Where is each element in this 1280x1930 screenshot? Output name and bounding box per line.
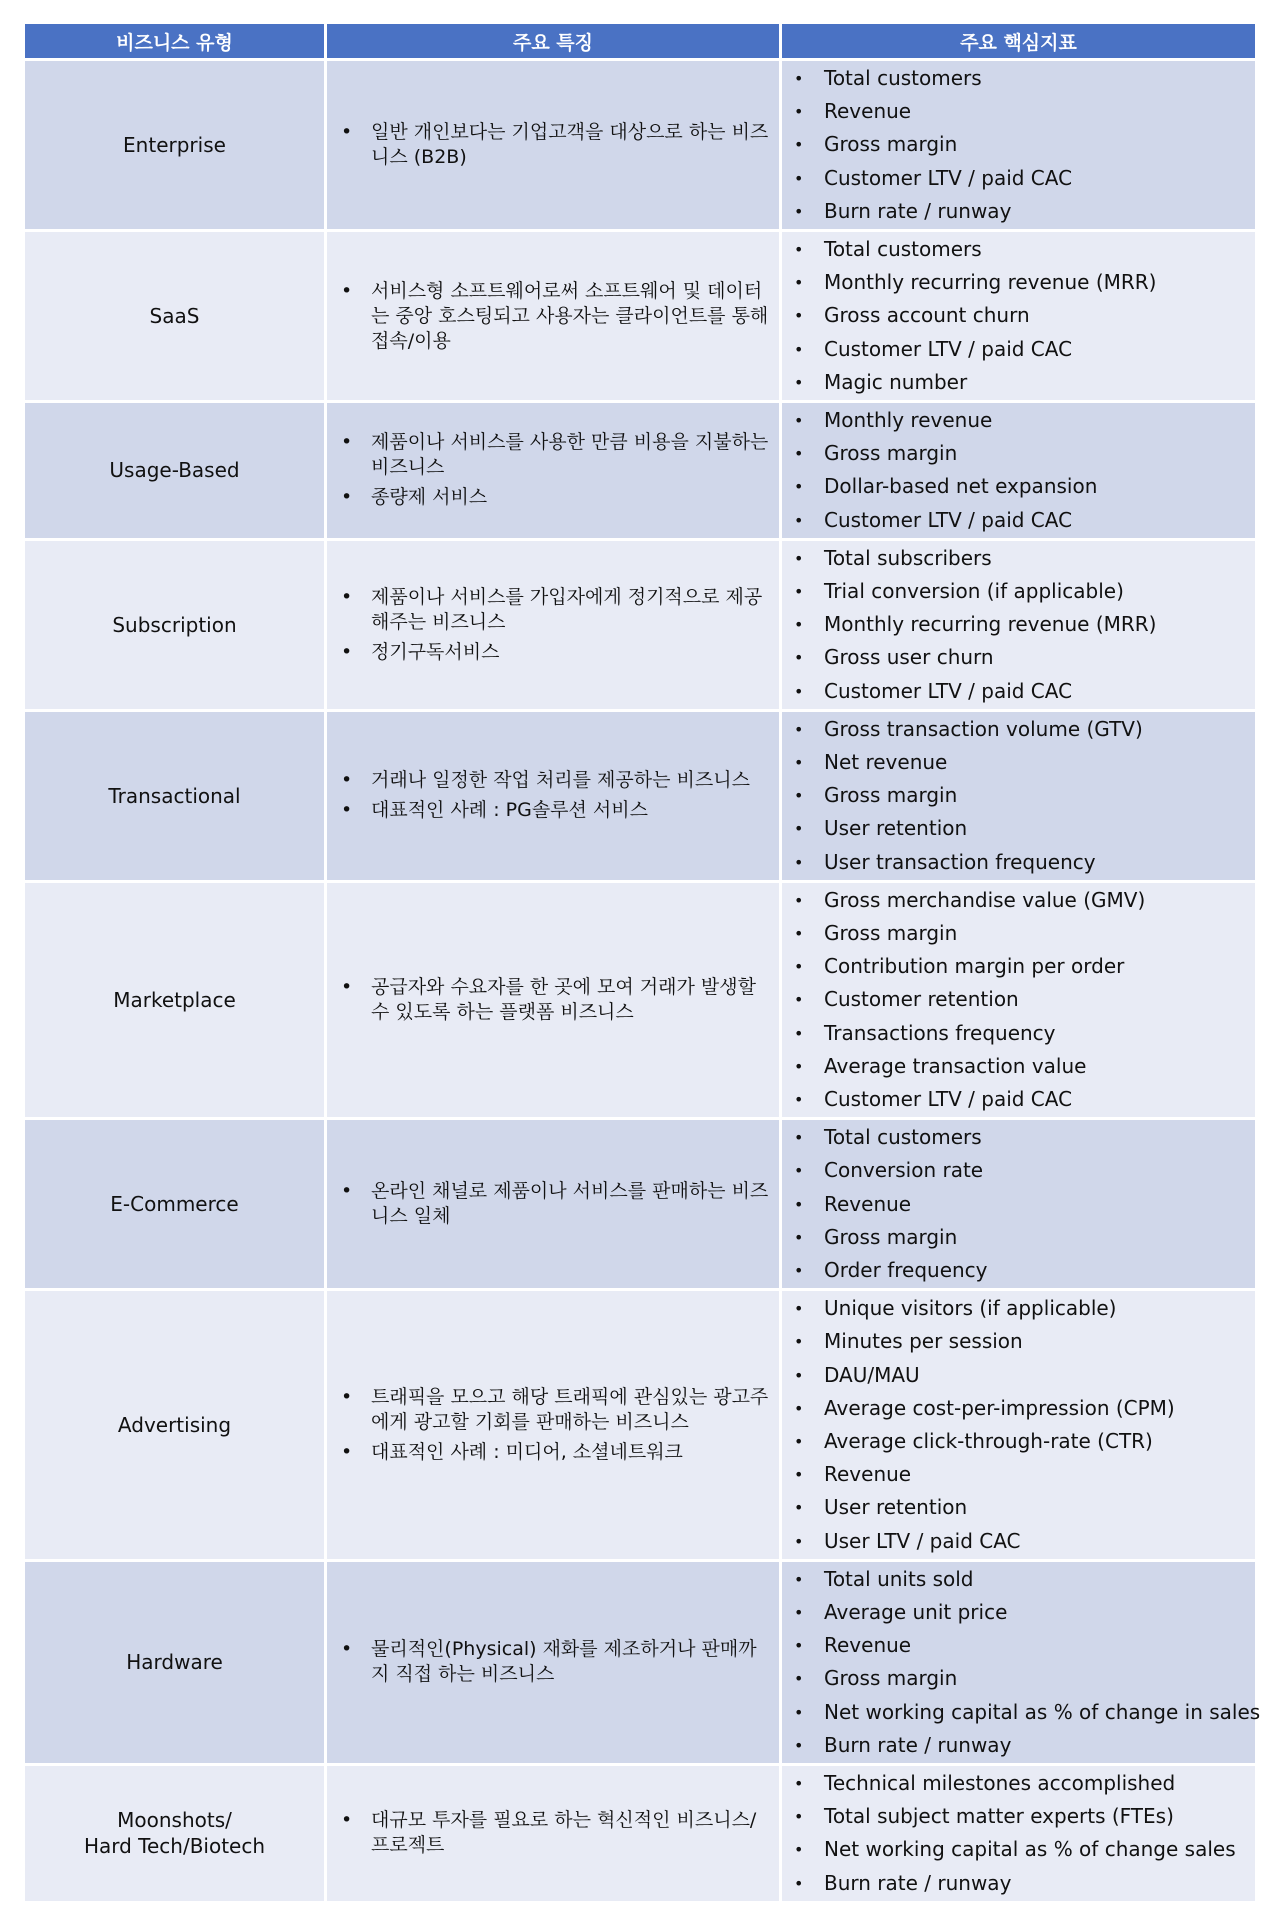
kpi-item: • Burn rate / runway [794,1867,1249,1900]
feature-item: • 거래나 일정한 작업 처리를 제공하는 비즈니스 [341,768,769,793]
table-row [25,1291,1255,1562]
kpis-cell [782,541,1255,712]
kpi-list [794,233,1249,399]
kpi-item: • Monthly recurring revenue (MRR) [794,608,1249,641]
kpi-list [794,1292,1249,1558]
kpi-item: • Gross transaction volume (GTV) [794,713,1249,746]
kpi-item: • User retention [794,1491,1249,1524]
kpi-item: • Total subscribers [794,542,1249,575]
kpi-item: • Customer LTV / paid CAC [794,1083,1249,1116]
header-business-type: 비즈니스 유형 [25,24,327,61]
feature-list [341,274,769,359]
feature-list [341,115,769,175]
kpi-item: • Customer LTV / paid CAC [794,675,1249,708]
kpis-cell [782,403,1255,541]
kpis-cell [782,883,1255,1120]
business-type-label: Transactional [108,783,241,808]
feature-item: • 물리적인(Physical) 재화를 제조하거나 판매까지 직접 하는 비즈니스 [341,1637,769,1687]
kpi-item: • Average transaction value [794,1050,1249,1083]
feature-list [341,970,769,1030]
feature-list [341,1380,769,1470]
business-type-label: Usage-Based [109,458,240,483]
features-cell [327,1120,782,1291]
kpi-item: • Trial conversion (if applicable) [794,575,1249,608]
kpi-list [794,713,1249,879]
kpi-list [794,62,1249,228]
features-cell [327,1562,782,1766]
kpi-list [794,404,1249,537]
kpi-item: • Revenue [794,1458,1249,1491]
kpi-item: • Revenue [794,1629,1249,1662]
kpi-item: • Customer LTV / paid CAC [794,162,1249,195]
kpi-item: • Total subject matter experts (FTEs) [794,1800,1249,1833]
kpis-cell [782,1291,1255,1562]
kpi-item: • Transactions frequency [794,1017,1249,1050]
kpis-cell [782,61,1255,232]
feature-list [341,1632,769,1692]
business-type-label: E-Commerce [110,1192,239,1217]
kpi-item: • Gross user churn [794,641,1249,674]
feature-item: • 대표적인 사례 : PG솔루션 서비스 [341,798,769,823]
business-type-cell [25,1120,327,1291]
business-type-label: Advertising [117,1412,232,1437]
features-cell [327,1291,782,1562]
kpi-item: • Gross merchandise value (GMV) [794,884,1249,917]
business-type-cell [25,403,327,541]
kpi-item: • Gross account churn [794,299,1249,332]
kpi-item: • Burn rate / runway [794,1729,1249,1762]
table-row [25,1766,1255,1904]
kpi-item: • Average click-through-rate (CTR) [794,1425,1249,1458]
kpi-item: • Unique visitors (if applicable) [794,1292,1249,1325]
business-type-label: Subscription [112,612,237,637]
kpi-item: • Technical milestones accomplished [794,1767,1249,1800]
kpi-item: • Average cost-per-impression (CPM) [794,1392,1249,1425]
feature-list [341,425,769,515]
kpi-item: • Total customers [794,1121,1249,1154]
table-row [25,1120,1255,1291]
kpi-item: • Magic number [794,366,1249,399]
feature-list [341,1803,769,1863]
kpi-item: • Customer LTV / paid CAC [794,333,1249,366]
kpi-item: • Net working capital as % of change in sales [794,1696,1249,1729]
table-row [25,541,1255,712]
kpi-item: • Gross margin [794,128,1249,161]
business-type-cell [25,1562,327,1766]
feature-item: • 대표적인 사례 : 미디어, 소셜네트워크 [341,1440,769,1465]
table-row [25,61,1255,232]
kpi-item: • Conversion rate [794,1154,1249,1187]
feature-list [341,1174,769,1234]
kpi-item: • Average unit price [794,1596,1249,1629]
business-type-cell [25,712,327,883]
table-row [25,1562,1261,1766]
kpis-cell [782,232,1255,403]
business-type-cell [25,541,327,712]
kpi-list [794,1121,1249,1287]
kpi-item: • Total customers [794,233,1249,266]
kpis-cell [782,712,1255,883]
feature-item: • 대규모 투자를 필요로 하는 혁신적인 비즈니스/프로젝트 [341,1808,769,1858]
feature-item: • 제품이나 서비스를 가입자에게 정기적으로 제공해주는 비즈니스 [341,585,769,635]
kpi-item: • Revenue [794,95,1249,128]
feature-item: • 공급자와 수요자를 한 곳에 모여 거래가 발생할 수 있도록 하는 플랫폼 비즈니스 [341,975,769,1025]
kpi-item: • Monthly recurring revenue (MRR) [794,266,1249,299]
kpis-cell [782,1766,1255,1904]
feature-item: • 서비스형 소프트웨어로써 소프트웨어 및 데이터는 중앙 호스팅되고 사용자는 클라이언트를 통해 접속/이용 [341,279,769,354]
kpi-item: • Contribution margin per order [794,950,1249,983]
kpi-item: • User LTV / paid CAC [794,1525,1249,1558]
kpi-item: • Monthly revenue [794,404,1249,437]
feature-list [341,580,769,670]
features-cell [327,232,782,403]
kpi-item: • Customer LTV / paid CAC [794,504,1249,537]
features-cell [327,1766,782,1904]
kpi-item: • Total units sold [794,1563,1249,1596]
kpi-item: • DAU/MAU [794,1359,1249,1392]
table-row [25,403,1255,541]
features-cell [327,883,782,1120]
kpi-item: • Gross margin [794,437,1249,470]
kpi-item: • Gross margin [794,1221,1249,1254]
table-body [25,61,1261,1904]
business-type-label: SaaS [149,304,200,328]
header-kpis: 주요 핵심지표 [782,24,1255,61]
business-type-cell [25,232,327,403]
feature-item: • 제품이나 서비스를 사용한 만큼 비용을 지불하는 비즈니스 [341,430,769,480]
business-type-cell [25,883,327,1120]
feature-item: • 트래픽을 모으고 해당 트래픽에 관심있는 광고주에게 광고할 기회를 판매하는 비즈니스 [341,1385,769,1435]
features-cell [327,712,782,883]
table-row [25,712,1255,883]
kpi-list [794,542,1249,708]
feature-item: • 정기구독서비스 [341,640,769,665]
table-row [25,232,1255,403]
business-type-label: Marketplace [113,987,236,1012]
kpi-item: • Dollar-based net expansion [794,470,1249,503]
features-cell [327,541,782,712]
feature-item: • 종량제 서비스 [341,485,769,510]
business-type-label: Enterprise [123,133,226,157]
kpi-item: • Revenue [794,1188,1249,1221]
kpi-list [794,1767,1249,1900]
kpi-item: • Burn rate / runway [794,195,1249,228]
header-features: 주요 특징 [327,24,782,61]
kpis-cell [782,1562,1261,1766]
business-type-cell [25,1291,327,1562]
kpi-item: • Net working capital as % of change sales [794,1833,1249,1866]
kpi-item: • Customer retention [794,983,1249,1016]
business-type-cell [25,61,327,232]
kpi-table [25,24,1261,1904]
kpi-item: • Total customers [794,62,1249,95]
feature-list [341,763,769,828]
kpis-cell [782,1120,1255,1291]
feature-item: • 온라인 채널로 제품이나 서비스를 판매하는 비즈니스 일체 [341,1179,769,1229]
table-header [25,24,1255,61]
feature-item: • 일반 개인보다는 기업고객을 대상으로 하는 비즈니스 (B2B) [341,120,769,170]
kpi-item: • User retention [794,812,1249,845]
business-type-cell [25,1766,327,1904]
business-type-label: Hardware [126,1650,223,1675]
features-cell [327,403,782,541]
table-row [25,883,1255,1120]
kpi-item: • User transaction frequency [794,846,1249,879]
kpi-item: • Gross margin [794,917,1249,950]
kpi-item: • Gross margin [794,1662,1249,1695]
kpi-item: • Net revenue [794,746,1249,779]
kpi-list [794,884,1249,1116]
kpi-list [794,1563,1261,1762]
kpi-item: • Gross margin [794,779,1249,812]
kpi-item: • Minutes per session [794,1325,1249,1358]
features-cell [327,61,782,232]
business-type-label: Moonshots/ Hard Tech/Biotech [83,1808,266,1859]
kpi-item: • Order frequency [794,1254,1249,1287]
